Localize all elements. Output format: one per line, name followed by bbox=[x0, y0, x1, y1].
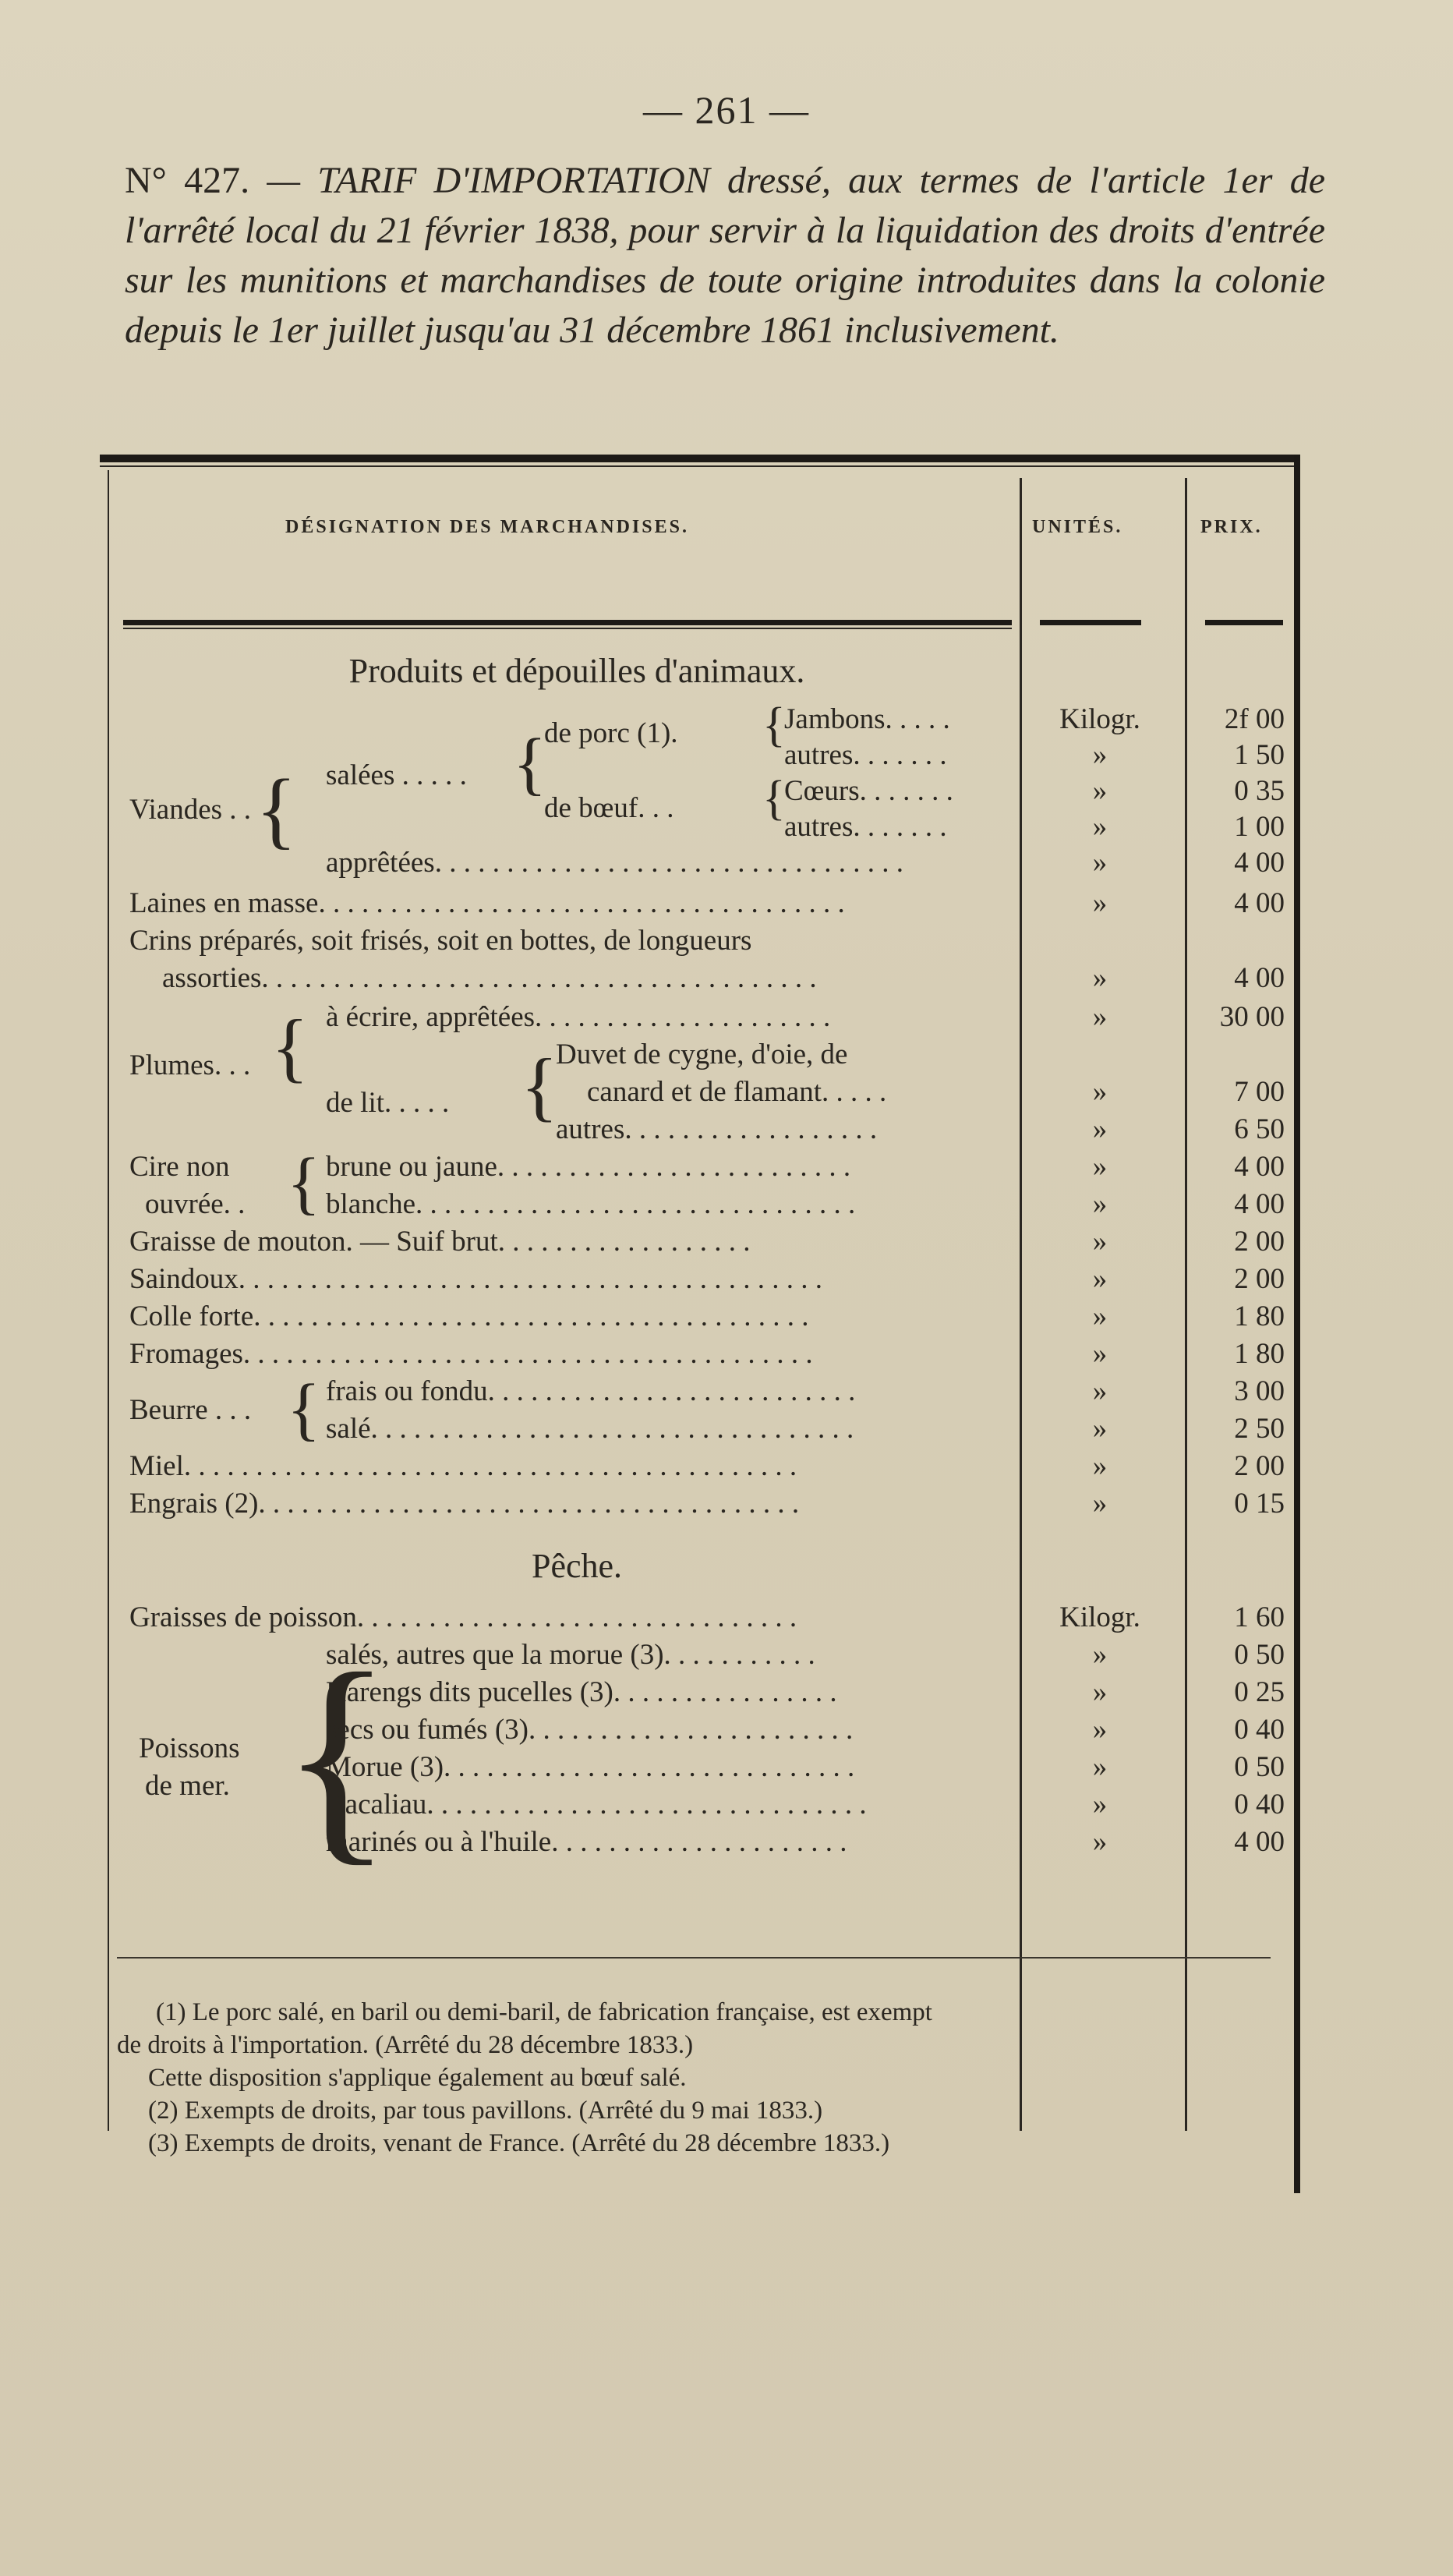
header-units: UNITÉS. bbox=[1032, 517, 1123, 537]
header-price: PRIX. bbox=[1200, 517, 1263, 537]
table-row: marinés ou à l'huile. . . . . . . . . . . . . . . . . . . . . » 4 00 bbox=[326, 1826, 1285, 1858]
header-rule-price bbox=[1205, 620, 1283, 625]
group-label-plumes: Plumes. . . bbox=[129, 1049, 251, 1081]
table-row: Cœurs. . . . . . . » 0 35 bbox=[784, 775, 1285, 807]
table-row: Graisses de poisson. . . . . . . . . . . . . . . . . . . . . . . . . . . . . . . Kilogr. 1 60 bbox=[129, 1601, 1285, 1633]
group-label-viandes: Viandes . . bbox=[129, 794, 252, 826]
section-title-animal-products: Produits et dépouilles d'animaux. bbox=[348, 652, 805, 690]
group-label-de-lit: de lit. . . . . bbox=[326, 1087, 450, 1119]
table-row: salé. . . . . . . . . . . . . . . . . . . . . . . . . . . . . . . . . . » 2 50 bbox=[326, 1413, 1285, 1445]
table-row: Engrais (2). . . . . . . . . . . . . . . . . . . . . . . . . . . . . . . . . . . . . . » 0 15 bbox=[129, 1488, 1285, 1520]
section-title-peche: Pêche. bbox=[531, 1547, 623, 1585]
footnote-line: (1) Le porc salé, en baril ou demi-baril, de fabrication française, est exempt bbox=[156, 1998, 932, 2026]
brace-de-lit: { bbox=[521, 1042, 558, 1129]
table-row: secs ou fumés (3). . . . . . . . . . . . . . . . . . . . . . . » 0 40 bbox=[326, 1714, 1285, 1746]
document-heading bbox=[125, 156, 1325, 356]
table-row: Morue (3). . . . . . . . . . . . . . . . . . . . . . . . . . . . . » 0 50 bbox=[326, 1751, 1285, 1783]
table-row: Graisse de mouton. — Suif brut. . . . . . . . . . . . . . . . . . » 2 00 bbox=[129, 1226, 1285, 1258]
table-row: Colle forte. . . . . . . . . . . . . . . . . . . . . . . . . . . . . . . . . . . . . . . » 1 80 bbox=[129, 1300, 1285, 1332]
page-number: — 261 — bbox=[643, 88, 810, 132]
brace-viandes: { bbox=[256, 762, 297, 857]
footnote-line: (2) Exempts de droits, par tous pavillons. (Arrêté du 9 mai 1833.) bbox=[148, 2097, 823, 2125]
group-label-poissons: Poissons bbox=[139, 1732, 240, 1764]
table-row: Duvet de cygne, d'oie, de bbox=[556, 1039, 848, 1070]
table-row: Harengs dits pucelles (3). . . . . . . . . . . . . . . . » 0 25 bbox=[326, 1676, 1285, 1708]
heading-number: N° 427. bbox=[125, 160, 250, 201]
brace-poissons: { bbox=[281, 1626, 393, 1884]
footnote-line: (3) Exempts de droits, venant de France. (Arrêté du 28 décembre 1833.) bbox=[148, 2129, 890, 2157]
group-label-cire: Cire non bbox=[129, 1151, 230, 1183]
brace-plumes: { bbox=[271, 1003, 309, 1090]
table-row: Jambons. . . . . Kilogr. 2f 00 bbox=[784, 703, 1285, 735]
table-row: blanche. . . . . . . . . . . . . . . . . . . . . . . . . . . . . . . » 4 00 bbox=[326, 1188, 1285, 1220]
table-row: salés, autres que la morue (3). . . . . . . . . . . » 0 50 bbox=[326, 1639, 1285, 1671]
table-row: frais ou fondu. . . . . . . . . . . . . . . . . . . . . . . . . . » 3 00 bbox=[326, 1375, 1285, 1407]
tariff-table bbox=[100, 455, 1300, 2193]
table-row: assorties. . . . . . . . . . . . . . . . . . . . . . . . . . . . . . . . . . . . . . . » 4 00 bbox=[162, 962, 1285, 994]
group-label-salees: salées . . . . . bbox=[326, 759, 467, 791]
footnote-line: Cette disposition s'applique également au bœuf salé. bbox=[148, 2064, 687, 2092]
brace-cire: { bbox=[287, 1145, 321, 1222]
table-row: Crins préparés, soit frisés, soit en bottes, de longueurs bbox=[129, 925, 752, 957]
footnote-line: de droits à l'importation. (Arrêté du 28 décembre 1833.) bbox=[117, 2031, 694, 2059]
table-row: Bacaliau. . . . . . . . . . . . . . . . . . . . . . . . . . . . . . . » 0 40 bbox=[326, 1789, 1285, 1821]
brace-salees: { bbox=[513, 725, 547, 802]
table-row: Miel. . . . . . . . . . . . . . . . . . . . . . . . . . . . . . . . . . . . . . . . . . . » 2 00 bbox=[129, 1450, 1285, 1482]
table-row: apprêtées. . . . . . . . . . . . . . . . . . . . . . . . . . . . . . . . . » 4 00 bbox=[326, 847, 1285, 879]
header-rule-designation-thin bbox=[123, 628, 1012, 629]
table-row: Laines en masse. . . . . . . . . . . . . . . . . . . . . . . . . . . . . . . . . . . . . » 4 00 bbox=[129, 887, 1285, 919]
table-row: autres. . . . . . . » 1 00 bbox=[784, 811, 1285, 843]
header-designation: DÉSIGNATION DES MARCHANDISES. bbox=[285, 517, 689, 537]
table-top-rule-thin bbox=[100, 465, 1300, 467]
header-rule-units bbox=[1040, 620, 1141, 625]
table-row: Saindoux. . . . . . . . . . . . . . . . . . . . . . . . . . . . . . . . . . . . . . . . . » 2 00 bbox=[129, 1263, 1285, 1295]
group-label-de-porc: de porc (1). bbox=[544, 717, 678, 749]
group-label-de-boeuf: de bœuf. . . bbox=[544, 792, 674, 824]
group-label-ouvree: ouvrée. . bbox=[145, 1188, 246, 1220]
table-row: autres. . . . . . . » 1 50 bbox=[784, 739, 1285, 771]
brace-de-porc: { bbox=[762, 699, 786, 752]
table-row: à écrire, apprêtées. . . . . . . . . . . . . . . . . . . . . » 30 00 bbox=[326, 1001, 1285, 1033]
table-row: brune ou jaune. . . . . . . . . . . . . . . . . . . . . . . . . » 4 00 bbox=[326, 1151, 1285, 1183]
table-row: canard et de flamant. . . . . » 7 00 bbox=[587, 1076, 1285, 1108]
table-row: autres. . . . . . . . . . . . . . . . . . » 6 50 bbox=[556, 1113, 1285, 1145]
table-row: Fromages. . . . . . . . . . . . . . . . . . . . . . . . . . . . . . . . . . . . . . . . » 1 80 bbox=[129, 1338, 1285, 1370]
footnotes bbox=[117, 1996, 1263, 2160]
brace-de-boeuf: { bbox=[762, 772, 786, 825]
group-label-de-mer: de mer. bbox=[145, 1770, 230, 1802]
group-label-beurre: Beurre . . . bbox=[129, 1394, 252, 1426]
table-bottom-rule bbox=[117, 1957, 1271, 1959]
header-rule-designation bbox=[123, 620, 1012, 625]
brace-beurre: { bbox=[287, 1371, 321, 1448]
table-top-rule bbox=[100, 455, 1300, 462]
heading-text: — TARIF D'IMPORTATION dressé, aux termes de l'article 1er de l'arrêté local du 21 février 1838, pour servir à la liquidation des droits d'entrée sur les munitions et marchandises de toute origine introduites dans la colonie depuis le 1er juillet jusqu'au 31 décembre 1861 inclusivement. bbox=[125, 160, 1326, 351]
